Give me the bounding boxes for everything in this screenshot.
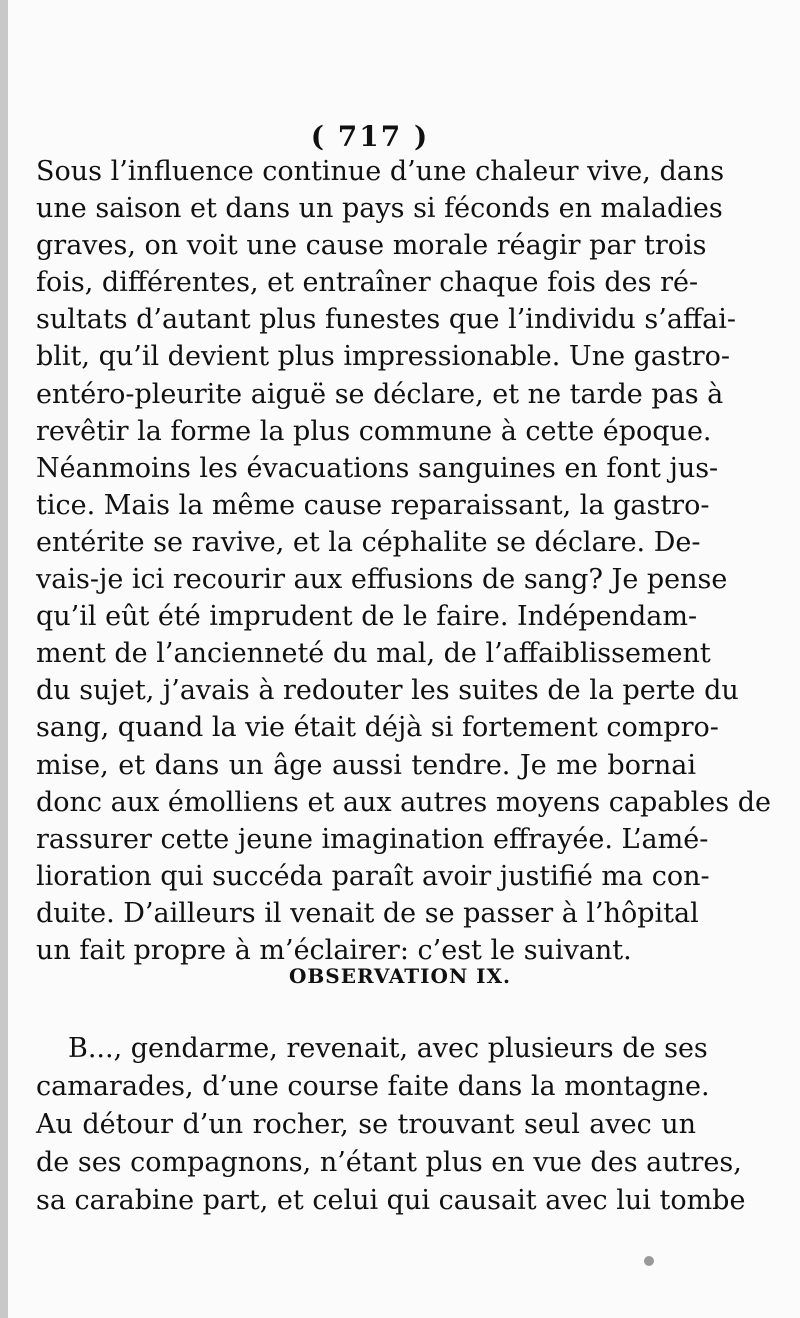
text-line: tice. Mais la même cause reparaissant, la gastro-: [36, 489, 710, 521]
text-line: une saison et dans un pays si féconds en maladies: [36, 193, 723, 225]
text-line: ment de l’ancienneté du mal, de l’affaiblissement: [36, 638, 711, 670]
text-line: fois, différentes, et entraîner chaque fois des ré-: [36, 267, 699, 299]
text-line: sultats d’autant plus funestes que l’individu s’affai-: [36, 304, 736, 336]
ink-spot: [644, 1256, 654, 1266]
text-line: du sujet, j’avais à redouter les suites de la perte du: [36, 675, 739, 707]
text-line: un fait propre à m’éclairer: c’est le suivant.: [36, 934, 632, 966]
text-line: graves, on voit une cause morale réagir par trois: [36, 230, 707, 262]
text-line: entéro-pleurite aiguë se déclare, et ne tarde pas à: [36, 378, 724, 410]
text-line: donc aux émolliens et aux autres moyens capables de: [36, 786, 771, 818]
paragraph-1: [36, 153, 771, 969]
text-line: de ses compagnons, n’étant plus en vue des autres,: [36, 1147, 742, 1178]
text-line: vais-je ici recourir aux effusions de sang? Je pense: [36, 564, 728, 596]
text-line: Sous l’influence continue d’une chaleur vive, dans: [36, 156, 725, 187]
text-line: lioration qui succéda paraît avoir justifié ma con-: [36, 860, 710, 892]
text-line: Au détour d’un rocher, se trouvant seul avec un: [36, 1109, 696, 1140]
text-line: revêtir la forme la plus commune à cette époque.: [36, 415, 712, 447]
text-line: blit, qu’il devient plus impressionable. Une gastro-: [36, 341, 731, 373]
text-line: entérite se ravive, et la céphalite se déclare. De-: [36, 526, 701, 558]
paragraph-2: [36, 1030, 746, 1220]
text-line: sa carabine part, et celui qui causait avec lui tombe: [36, 1185, 746, 1216]
text-line: qu’il eût été imprudent de le faire. Indépendam-: [36, 601, 698, 633]
section-heading: OBSERVATION IX.: [288, 964, 512, 988]
text-line: Néanmoins les évacuations sanguines en font jus-: [36, 452, 719, 484]
page-edge-shadow: [0, 0, 8, 1318]
text-line: duite. D’ailleurs il venait de se passer à l’hôpital: [36, 897, 699, 929]
text-line: sang, quand la vie était déjà si fortement compro-: [36, 712, 719, 744]
text-line: rassurer cette jeune imagination effrayée. L’amé-: [36, 823, 709, 855]
page-number: ( 717 ): [310, 120, 430, 153]
text-line: mise, et dans un âge aussi tendre. Je me bornai: [36, 749, 696, 781]
text-line: B..., gendarme, revenait, avec plusieurs de ses: [68, 1033, 708, 1064]
text-line: camarades, d’une course faite dans la montagne.: [36, 1071, 710, 1102]
